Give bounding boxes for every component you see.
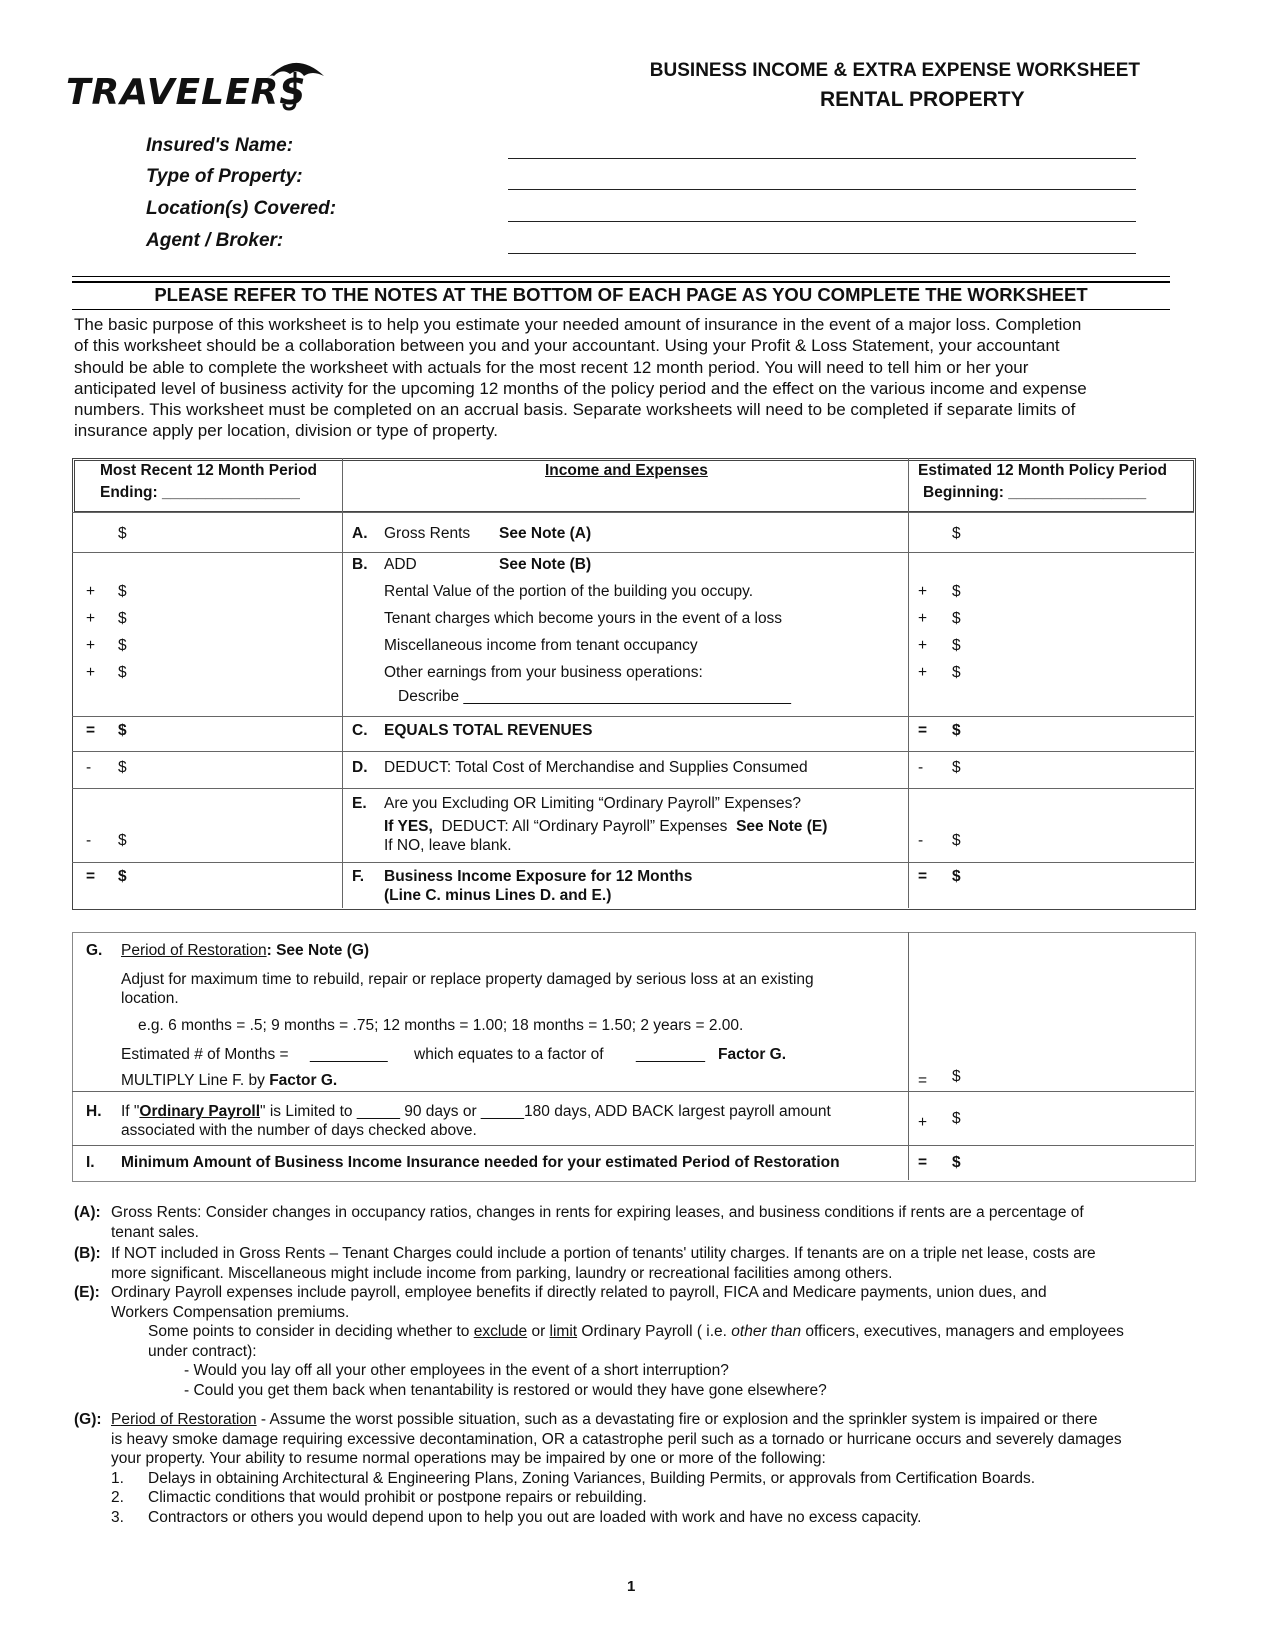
column-divider [908, 932, 909, 1180]
note-line: Workers Compensation premiums. [111, 1303, 350, 1321]
line-b2-estimated-amount[interactable]: $ [952, 610, 961, 627]
describe-field[interactable]: Describe ______________________________________ [398, 688, 792, 705]
line-d-current-amount[interactable]: $ [118, 759, 127, 776]
line-b1-current-amount[interactable]: $ [118, 583, 127, 600]
column-divider [908, 458, 909, 908]
line-b-letter: B. [352, 556, 368, 573]
line-f-current-amount[interactable]: $ [118, 868, 127, 885]
plus-sign: + [86, 664, 96, 681]
note-text: other than [731, 1323, 802, 1340]
agent-broker-label: Agent / Broker: [146, 230, 284, 251]
factor-g-label: Factor G. [718, 1046, 787, 1063]
plus-sign: + [918, 1114, 928, 1131]
row-divider [72, 862, 1194, 863]
line-e-estimated-amount[interactable]: $ [952, 832, 961, 849]
line-a-letter: A. [352, 525, 368, 542]
line-h-payroll: Ordinary Payroll [139, 1103, 261, 1120]
minus-sign: - [86, 759, 92, 776]
note-line: under contract): [148, 1342, 257, 1360]
divider [72, 281, 1170, 283]
note-g [74, 1410, 1204, 1540]
list-item-number: 1. [111, 1469, 124, 1487]
equals-sign: = [918, 1154, 928, 1171]
line-c-estimated-amount[interactable]: $ [952, 722, 961, 739]
line-b1-label: Rental Value of the portion of the building you occupy. [384, 583, 754, 600]
right-column-header: Estimated 12 Month Policy Period [918, 462, 1167, 479]
note-key: (A): [74, 1204, 101, 1221]
line-b-note: See Note (B) [499, 556, 592, 573]
line-e-yes-instruction [384, 818, 827, 836]
locations-label: Location(s) Covered: [146, 198, 337, 219]
line-d-label: DEDUCT: Total Cost of Merchandise and Supplies Consumed [384, 759, 808, 776]
page-title: BUSINESS INCOME & EXTRA EXPENSE WORKSHEET [649, 60, 1140, 81]
list-item: Delays in obtaining Architectural & Engineering Plans, Zoning Variances, Building Permits, or approvals from Certification Boards. [148, 1469, 1036, 1487]
plus-sign: + [918, 610, 928, 627]
line-g-months-label: Estimated # of Months = [121, 1046, 289, 1063]
insured-name-label: Insured's Name: [146, 135, 294, 156]
line-c-letter: C. [352, 722, 368, 739]
line-g-note: : See Note (G) [266, 942, 370, 959]
plus-sign: + [918, 637, 928, 654]
line-e-current-amount[interactable]: $ [118, 832, 127, 849]
intro-line: insurance apply per location, division or type of property. [74, 421, 498, 441]
divider [72, 309, 1170, 310]
line-a-current-amount[interactable]: $ [118, 525, 127, 542]
left-column-header: Most Recent 12 Month Period [100, 462, 318, 479]
note-line: tenant sales. [111, 1223, 199, 1241]
line-d-estimated-amount[interactable]: $ [952, 759, 961, 776]
note-question: - Could you get them back when tenantability is restored or would they have gone elsewhere? [184, 1381, 827, 1399]
intro-line: The basic purpose of this worksheet is to help you estimate your needed amount of insurance in the event of a major loss. Completion [74, 315, 1082, 334]
minus-sign: - [918, 759, 924, 776]
note-text: or [527, 1323, 550, 1340]
line-g-multiply-text: MULTIPLY Line F. by [121, 1072, 265, 1089]
equals-sign: = [918, 868, 928, 885]
note-e-points [148, 1322, 1124, 1342]
line-b-label: ADD [384, 556, 417, 573]
line-b3-label: Miscellaneous income from tenant occupancy [384, 637, 698, 654]
equals-sign: = [86, 868, 96, 885]
row-divider [72, 716, 1194, 717]
line-b2-label: Tenant charges which become yours in the event of a loss [384, 610, 783, 627]
note-key: (G): [74, 1411, 102, 1428]
note-key: (B): [74, 1245, 101, 1262]
row-divider [72, 1145, 1194, 1146]
line-h-amount[interactable]: $ [952, 1110, 961, 1127]
row-divider [72, 552, 1194, 553]
minus-sign: - [918, 832, 924, 849]
intro-line: anticipated level of business activity for the upcoming 12 months of the policy period and the effect on the various income and expense [74, 378, 1087, 398]
line-g-equates: which equates to a factor of [414, 1046, 604, 1063]
line-c-label: EQUALS TOTAL REVENUES [384, 722, 593, 739]
plus-sign: + [86, 610, 96, 627]
intro-line: should be able to complete the worksheet with actuals for the most recent 12 month period. You will need to tell him or her your [74, 357, 1029, 377]
line-h-text-cont: associated with the number of days checked above. [121, 1122, 477, 1139]
line-h-post: " is Limited to _____ 90 days or _____180 days, ADD BACK largest payroll amount [260, 1103, 831, 1120]
line-i-amount[interactable]: $ [952, 1154, 961, 1171]
list-item: Contractors or others you would depend upon to help you out are loaded with work and have no excess capacity. [148, 1508, 922, 1526]
note-text: exclude [473, 1323, 528, 1340]
line-h-letter: H. [86, 1103, 102, 1120]
line-e-note: See Note (E) [736, 818, 828, 835]
travelers-logo [66, 50, 326, 120]
line-b2-current-amount[interactable]: $ [118, 610, 127, 627]
row-divider [72, 512, 1194, 513]
line-d-letter: D. [352, 759, 368, 776]
note-question: - Would you lay off all your other employees in the event of a short interruption? [184, 1362, 729, 1379]
note-line: Gross Rents: Consider changes in occupancy ratios, changes in rents for expiring leases, and business conditions if rents are a percentage of [111, 1204, 1084, 1221]
note-line: your property. Your ability to resume normal operations may be impaired by one or more of the following: [111, 1450, 826, 1467]
line-g-description: Adjust for maximum time to rebuild, repair or replace property damaged by serious loss at an existing [121, 971, 814, 988]
list-item: Climactic conditions that would prohibit or postpone repairs or rebuilding. [148, 1489, 647, 1506]
note-line: If NOT included in Gross Rents – Tenant Charges could include a portion of tenants' utility charges. If tenants are on a triple net lease, costs are [111, 1245, 1096, 1262]
note-text: officers, executives, managers and employees [801, 1323, 1124, 1340]
line-b4-label: Other earnings from your business operations: [384, 664, 703, 681]
equals-sign: = [918, 1072, 928, 1089]
plus-sign: + [86, 583, 96, 600]
note-a [74, 1203, 1204, 1242]
line-g-example: e.g. 6 months = .5; 9 months = .75; 12 months = 1.00; 18 months = 1.50; 2 years = 2.00. [138, 1017, 744, 1034]
line-b4-current-amount[interactable]: $ [118, 664, 127, 681]
line-g-multiply-factor: Factor G. [269, 1072, 338, 1089]
note-b [74, 1244, 1204, 1283]
left-column-ending[interactable]: Ending: ________________ [100, 484, 300, 501]
list-item-number: 3. [111, 1508, 124, 1526]
months-field[interactable]: _________ [310, 1046, 388, 1063]
instructions-banner: PLEASE REFER TO THE NOTES AT THE BOTTOM OF EACH PAGE AS YOU COMPLETE THE WORKSHEET [154, 284, 1088, 305]
column-divider [342, 458, 343, 908]
line-g-heading [121, 942, 369, 960]
line-e-yes-label: If YES, [384, 818, 433, 835]
row-divider [72, 1091, 1194, 1092]
brand-name: TRAVELERS [66, 72, 307, 113]
note-text: Some points to consider in deciding whether to [148, 1323, 474, 1340]
line-a-estimated-amount[interactable]: $ [952, 525, 961, 542]
note-line: more significant. Miscellaneous might include income from parking, laundry or recreational facilities among others. [111, 1264, 893, 1282]
line-i-label: Minimum Amount of Business Income Insurance needed for your estimated Period of Restoration [121, 1154, 840, 1171]
factor-field[interactable]: ________ [636, 1046, 705, 1063]
row-divider [72, 751, 1194, 752]
minus-sign: - [86, 832, 92, 849]
list-item-number: 2. [111, 1489, 124, 1506]
insured-name-field[interactable] [508, 158, 1136, 159]
line-e-question: Are you Excluding OR Limiting “Ordinary Payroll” Expenses? [384, 795, 801, 812]
intro-line: of this worksheet should be a collaboration between you and your accountant. Using your Profit & Loss Statement, your accountant [74, 336, 1060, 356]
center-column-header: Income and Expenses [545, 462, 708, 479]
locations-field[interactable] [508, 221, 1136, 222]
intro-paragraph [74, 314, 1194, 442]
equals-sign: = [918, 722, 928, 739]
line-f-label: Business Income Exposure for 12 Months [384, 868, 693, 885]
line-f-estimated-amount[interactable]: $ [952, 868, 961, 885]
equals-sign: = [86, 722, 96, 739]
property-type-field[interactable] [508, 189, 1136, 190]
right-column-beginning[interactable]: Beginning: ________________ [923, 484, 1147, 501]
line-f-sublabel: (Line C. minus Lines D. and E.) [384, 887, 612, 904]
line-b4-estimated-amount[interactable]: $ [952, 664, 961, 681]
line-b3-estimated-amount[interactable]: $ [952, 637, 961, 654]
umbrella-icon [262, 54, 332, 114]
page-number: 1 [627, 1578, 636, 1595]
note-g-title: Period of Restoration [111, 1411, 257, 1428]
page-subtitle: RENTAL PROPERTY [820, 88, 1025, 111]
line-e-letter: E. [352, 795, 367, 812]
line-b3-current-amount[interactable]: $ [118, 637, 127, 654]
divider [72, 276, 1170, 277]
line-a-label: Gross Rents [384, 525, 471, 542]
line-g-title: Period of Restoration [121, 942, 267, 959]
intro-line: numbers. This worksheet must be completed on an accrual basis. Separate worksheets will need to be completed if separate limits of [74, 400, 1076, 420]
note-text: - Assume the worst possible situation, such as a devastating fire or explosion and the sprinkler system is impaired or there [256, 1411, 1098, 1428]
line-i-letter: I. [86, 1154, 95, 1171]
line-b1-estimated-amount[interactable]: $ [952, 583, 961, 600]
plus-sign: + [918, 583, 928, 600]
note-e [74, 1283, 1204, 1400]
plus-sign: + [918, 664, 928, 681]
line-c-current-amount[interactable]: $ [118, 722, 127, 739]
line-h-pre: If " [121, 1103, 140, 1120]
note-text: Ordinary Payroll ( i.e. [577, 1323, 732, 1340]
line-e-yes-text: DEDUCT: All “Ordinary Payroll” Expenses [441, 818, 728, 835]
notes-section [74, 1203, 1204, 1540]
note-line: Ordinary Payroll expenses include payroll, employee benefits if directly related to payroll, FICA and Medicare payments, union dues, and [111, 1284, 1047, 1301]
line-g-amount[interactable]: $ [952, 1068, 961, 1085]
property-type-label: Type of Property: [146, 166, 303, 187]
note-key: (E): [74, 1284, 100, 1301]
line-a-note: See Note (A) [499, 525, 592, 542]
row-divider [72, 788, 1194, 789]
line-g-multiply [121, 1072, 337, 1090]
plus-sign: + [86, 637, 96, 654]
note-line: is heavy smoke damage requiring excessive decontamination, OR a catastrophe peril such as a tornado or hurricane occurs and severely damages [111, 1430, 1122, 1448]
worksheet-table [72, 458, 1196, 910]
agent-broker-field[interactable] [508, 253, 1136, 254]
note-g-first-line [111, 1410, 1097, 1430]
line-f-letter: F. [352, 868, 365, 885]
line-h-text [121, 1103, 831, 1121]
line-g-letter: G. [86, 942, 103, 959]
note-text: limit [549, 1323, 578, 1340]
line-e-no-instruction: If NO, leave blank. [384, 837, 512, 854]
line-g-description-cont: location. [121, 990, 179, 1007]
